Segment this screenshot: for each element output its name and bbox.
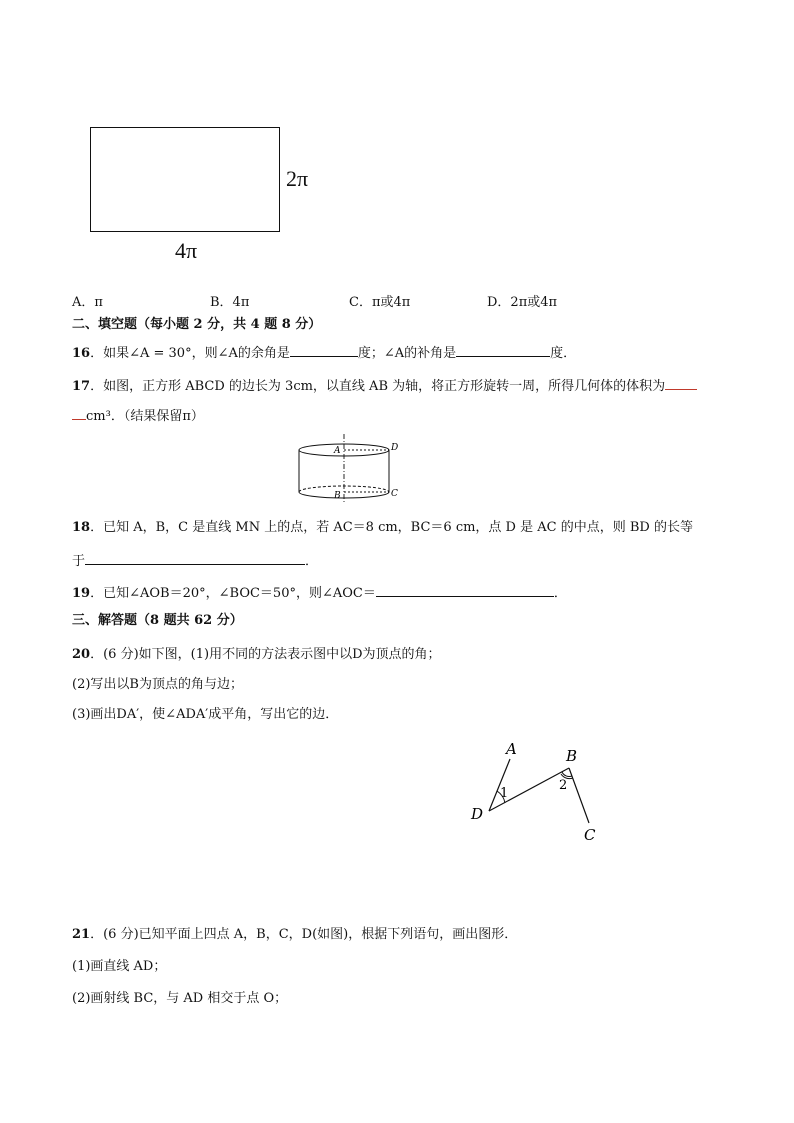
question-20 xyxy=(72,646,441,664)
label-a: A xyxy=(506,740,517,758)
angle-label-2: 2 xyxy=(559,778,568,793)
answer-blank xyxy=(72,405,86,420)
question-text: 如下图，(1)用不同的方法表示图中以D为顶点的角； xyxy=(138,647,441,662)
answer-blank xyxy=(85,550,305,565)
question-21 xyxy=(72,926,517,944)
question-score: ．(6 分) xyxy=(90,647,139,662)
question-number: 19 xyxy=(72,586,91,601)
label-c: C xyxy=(391,489,398,499)
question-21-part2: (2)画射线 BC，与 AD 相交于点 O； xyxy=(72,991,288,1006)
question-text: ．如图，正方形 ABCD 的边长为 3cm，以直线 AB 为轴，将正方形旋转一周，所得几何体的体积为 xyxy=(90,379,666,394)
label-c: C xyxy=(584,826,596,844)
answer-blank xyxy=(290,342,358,357)
question-21-part1: (1)画直线 AD； xyxy=(72,959,167,974)
rectangle-side-label: 2π xyxy=(286,166,309,191)
question-text: ．(6 分)已知平面上四点 A，B，C，D(如图)，根据下列语句，画出图形． xyxy=(90,927,518,942)
angle-figure xyxy=(466,738,616,848)
label-b: B xyxy=(334,491,341,501)
option-b: B．4π xyxy=(210,295,250,310)
question-17 xyxy=(72,375,697,396)
question-20-part3: (3)画出DA′，使∠ADA′成平角，写出它的边． xyxy=(72,707,339,722)
option-c: C．π或4π xyxy=(349,295,411,310)
option-d: D．2π或4π xyxy=(487,295,558,310)
question-text: cm³．（结果保留π） xyxy=(86,409,204,424)
question-17-cont xyxy=(72,405,204,426)
question-18 xyxy=(72,519,693,537)
rectangle-bottom-label: 4π xyxy=(175,238,198,263)
question-text: ．已知∠AOB＝20°，∠BOC＝50°，则∠AOC＝ xyxy=(90,586,376,601)
question-number: 20 xyxy=(72,647,91,662)
question-text: 度． xyxy=(550,346,577,361)
rectangle-figure xyxy=(90,127,280,232)
question-number: 16 xyxy=(72,346,91,361)
label-d: D xyxy=(471,805,484,823)
question-number: 21 xyxy=(72,927,91,942)
question-18-cont xyxy=(72,550,318,571)
question-text: ． xyxy=(553,586,567,601)
answer-blank xyxy=(376,582,554,597)
cylinder-figure xyxy=(290,432,410,504)
label-d: D xyxy=(391,443,399,453)
question-20-part2: (2)写出以B为顶点的角与边； xyxy=(72,677,243,692)
option-a: A．π xyxy=(72,295,103,310)
question-text: ． xyxy=(305,554,319,569)
question-19 xyxy=(72,582,567,603)
question-text: ．如果∠A = 30°，则∠A的余角是 xyxy=(90,346,290,361)
section-solve-heading: 三、解答题（8 题共 62 分） xyxy=(72,613,243,628)
question-number: 18 xyxy=(72,520,91,535)
question-text: 度；∠A的补角是 xyxy=(357,346,457,361)
label-a: A xyxy=(334,446,341,456)
section-fill-blank-heading: 二、填空题（每小题 2 分，共 4 题 8 分） xyxy=(72,317,322,332)
question-number: 17 xyxy=(72,379,91,394)
label-b: B xyxy=(566,747,578,765)
question-text: ．已知 A，B，C 是直线 MN 上的点，若 AC＝8 cm，BC＝6 cm，点 D 是 AC 的中点，则 BD 的长等 xyxy=(90,520,693,535)
question-text: 于 xyxy=(72,554,86,569)
angle-label-1: 1 xyxy=(500,786,509,801)
question-16 xyxy=(72,342,576,363)
answer-blank xyxy=(665,375,697,390)
answer-blank xyxy=(456,342,550,357)
